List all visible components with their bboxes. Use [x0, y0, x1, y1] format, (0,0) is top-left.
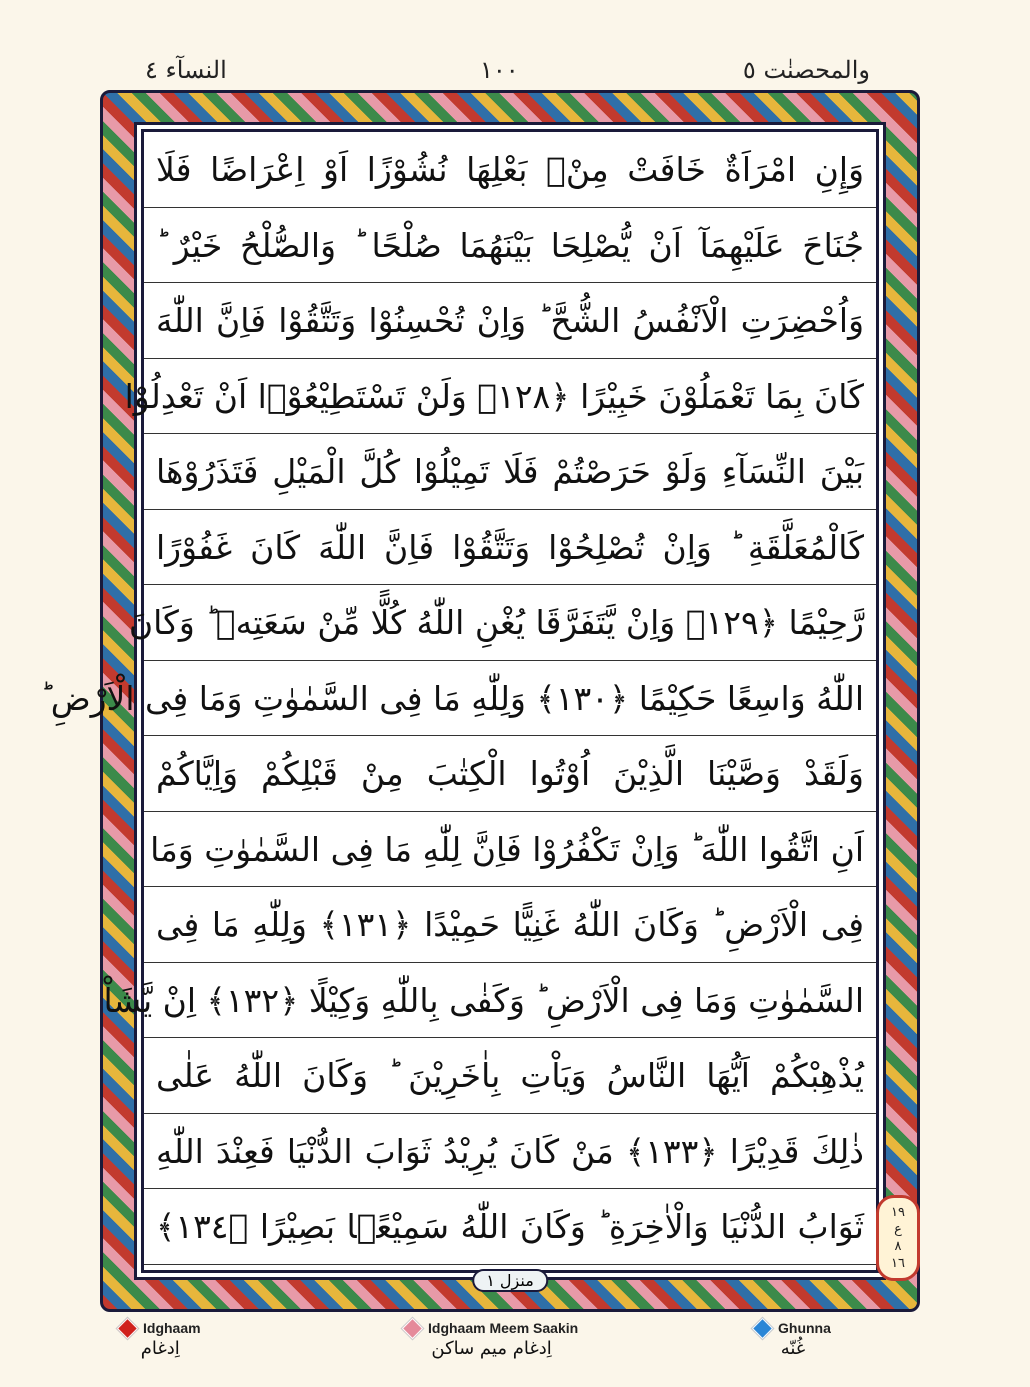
verse-line: وَلَقَدْ وَصَّيْنَا الَّذِيْنَ اُوْتُوا الْكِتٰبَ مِنْ قَبْلِكُمْ وَاِيَّاكُمْ — [144, 736, 876, 812]
diamond-icon — [752, 1317, 773, 1338]
verse-line: يُذْهِبْكُمْ اَيُّهَا النَّاسُ وَيَاْتِ بِاٰخَرِيْنَ ؕ وَكَانَ اللّٰهُ عَلٰى — [144, 1038, 876, 1114]
verse-line: وَإِنِ امْرَاَةٌ خَافَتْ مِنْۢ بَعْلِهَا نُشُوْزًا اَوْ اِعْرَاضًا فَلَا — [144, 132, 876, 208]
diamond-icon — [117, 1317, 138, 1338]
page-number: ١٠٠ — [480, 56, 519, 84]
verse-line: ذٰلِكَ قَدِيْرًا ﴿١٣٣﴾ مَنْ كَانَ يُرِيْدُ ثَوَابَ الدُّنْيَا فَعِنْدَ اللّٰهِ — [144, 1114, 876, 1190]
verse-line: بَيْنَ النِّسَآءِ وَلَوْ حَرَصْتُمْ فَلَا تَمِيْلُوْا كُلَّ الْمَيْلِ فَتَذَرُوْهَا — [144, 434, 876, 510]
legend-arabic: اِدغام میم ساکن — [431, 1338, 552, 1359]
legend-label: Ghunna — [778, 1320, 831, 1336]
verse-line: وَاُحْضِرَتِ الْاَنْفُسُ الشُّحَّ ؕ وَاِنْ تُحْسِنُوْا وَتَتَّقُوْا فَاِنَّ اللّٰهَ — [144, 283, 876, 359]
legend-arabic: غُنّه — [780, 1338, 806, 1359]
manzil-marker: منزل ١ — [472, 1269, 548, 1292]
legend-idghaam-meem-saakin — [405, 1320, 578, 1359]
surah-name: النسآء ٤ — [145, 56, 227, 84]
verse-line: رَّحِيْمًا ﴿١٢٩﴾ وَاِنْ يَّتَفَرَّقَا يُغْنِ اللّٰهُ كُلًّا مِّنْ سَعَتِهٖ ؕ وَكَانَ — [144, 585, 876, 661]
verse-line: جُنَاحَ عَلَيْهِمَآ اَنْ يُّصْلِحَا بَيْنَهُمَا صُلْحًا ؕ وَالصُّلْحُ خَيْرٌ ؕ — [144, 208, 876, 284]
verse-line: اللّٰهُ وَاسِعًا حَكِيْمًا ﴿١٣٠﴾ وَلِلّٰهِ مَا فِى السَّمٰوٰتِ وَمَا فِى الْاَرْضِ ؕ — [144, 661, 876, 737]
legend-label: Idghaam Meem Saakin — [428, 1320, 579, 1336]
ruku-top: ١٩ — [891, 1205, 905, 1220]
verse-line: كَانَ بِمَا تَعْمَلُوْنَ خَبِيْرًا ﴿١٢٨﴾ وَلَنْ تَسْتَطِيْعُوْۤا اَنْ تَعْدِلُوْا — [144, 359, 876, 435]
verse-line: السَّمٰوٰتِ وَمَا فِى الْاَرْضِ ؕ وَكَفٰى بِاللّٰهِ وَكِيْلًا ﴿١٣٢﴾ اِنْ يَّشَاْ — [144, 963, 876, 1039]
ruku-bottom: ١٦ — [891, 1256, 905, 1271]
verse-line: كَالْمُعَلَّقَةِ ؕ وَاِنْ تُصْلِحُوْا وَتَتَّقُوْا فَاِنَّ اللّٰهَ كَانَ غَفُوْرًا — [144, 510, 876, 586]
verse-line: ثَوَابُ الدُّنْيَا وَالْاٰخِرَةِ ؕ وَكَانَ اللّٰهُ سَمِيْعًۢا بَصِيْرًا ﴿١٣٤﴾ — [144, 1189, 876, 1265]
verse-line: اَنِ اتَّقُوا اللّٰهَ ؕ وَاِنْ تَكْفُرُوْا فَاِنَّ لِلّٰهِ مَا فِى السَّمٰوٰتِ وَمَا — [144, 812, 876, 888]
ruku-mid: ٨ — [894, 1239, 902, 1254]
ruku-mark: ع — [894, 1222, 902, 1237]
diamond-icon — [402, 1317, 423, 1338]
legend-ghunna — [755, 1320, 831, 1359]
ruku-marker — [876, 1195, 920, 1281]
legend-arabic: اِدغام — [140, 1338, 180, 1359]
legend-label: Idghaam — [143, 1320, 201, 1336]
ornamental-border — [40, 90, 920, 1312]
text-panel — [40, 129, 879, 1290]
juz-name: والمحصنٰت ٥ — [742, 56, 870, 84]
legend-idghaam — [120, 1320, 201, 1359]
verse-line: فِى الْاَرْضِ ؕ وَكَانَ اللّٰهُ غَنِيًّا حَمِيْدًا ﴿١٣١﴾ وَلِلّٰهِ مَا فِى — [144, 887, 876, 963]
